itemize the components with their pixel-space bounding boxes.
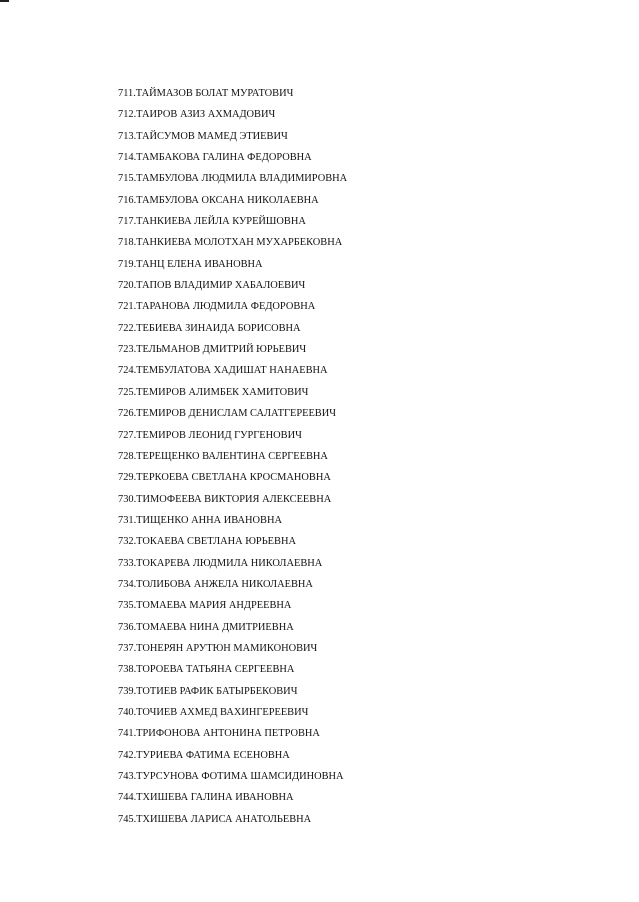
- list-item: 725.ТЕМИРОВ АЛИМБЕК ХАМИТОВИЧ: [118, 386, 309, 398]
- list-item: 714.ТАМБАКОВА ГАЛИНА ФЕДОРОВНА: [118, 152, 312, 164]
- list-item: 735.ТОМАЕВА МАРИЯ АНДРЕЕВНА: [118, 600, 292, 612]
- list-item: 737.ТОНЕРЯН АРУТЮН МАМИКОНОВИЧ: [118, 642, 318, 654]
- list-item: 742.ТУРИЕВА ФАТИМА ЕСЕНОВНА: [118, 749, 290, 761]
- list-item: 726.ТЕМИРОВ ДЕНИСЛАМ САЛАТГЕРЕЕВИЧ: [118, 408, 336, 420]
- list-item: 728.ТЕРЕЩЕНКО ВАЛЕНТИНА СЕРГЕЕВНА: [118, 450, 328, 462]
- list-item: 727.ТЕМИРОВ ЛЕОНИД ГУРГЕНОВИЧ: [118, 429, 302, 441]
- list-item: 733.ТОКАРЕВА ЛЮДМИЛА НИКОЛАЕВНА: [118, 557, 323, 569]
- list-item: 724.ТЕМБУЛАТОВА ХАДИШАТ НАНАЕВНА: [118, 365, 328, 377]
- list-item: 736.ТОМАЕВА НИНА ДМИТРИЕВНА: [118, 621, 294, 633]
- list-item: 741.ТРИФОНОВА АНТОНИНА ПЕТРОВНА: [118, 728, 320, 740]
- list-item: 712.ТАИРОВ АЗИЗ АХМАДОВИЧ: [118, 109, 276, 121]
- list-item: 729.ТЕРКОЕВА СВЕТЛАНА КРОСМАНОВНА: [118, 472, 331, 484]
- scan-corner-mark: [0, 0, 9, 2]
- list-item: 723.ТЕЛЬМАНОВ ДМИТРИЙ ЮРЬЕВИЧ: [118, 344, 307, 356]
- list-item: 743.ТУРСУНОВА ФОТИМА ШАМСИДИНОВНА: [118, 771, 344, 782]
- list-item: 745.ТХИШЕВА ЛАРИСА АНАТОЛЬЕВНА: [118, 813, 312, 825]
- list-item: 718.ТАНКИЕВА МОЛОТХАН МУХАРБЕКОВНА: [118, 237, 343, 249]
- list-item: 715.ТАМБУЛОВА ЛЮДМИЛА ВЛАДИМИРОВНА: [118, 173, 348, 185]
- list-item: 734.ТОЛИБОВА АНЖЕЛА НИКОЛАЕВНА: [118, 578, 313, 590]
- list-item: 720.ТАПОВ ВЛАДИМИР ХАБАЛОЕВИЧ: [118, 280, 306, 292]
- list-item: 721.ТАРАНОВА ЛЮДМИЛА ФЕДОРОВНА: [118, 301, 316, 313]
- list-item: 740.ТОЧИЕВ АХМЕД ВАХИНГЕРЕЕВИЧ: [118, 706, 309, 718]
- name-list: [118, 86, 347, 833]
- list-item: 732.ТОКАЕВА СВЕТЛАНА ЮРЬЕВНА: [118, 536, 296, 548]
- list-item: 722.ТЕБИЕВА ЗИНАИДА БОРИСОВНА: [118, 322, 301, 334]
- list-item: 738.ТОРОЕВА ТАТЬЯНА СЕРГЕЕВНА: [118, 664, 295, 676]
- list-item: 739.ТОТИЕВ РАФИК БАТЫРБЕКОВИЧ: [118, 685, 298, 697]
- list-item: 713.ТАЙСУМОВ МАМЕД ЭТИЕВИЧ: [118, 130, 288, 142]
- list-item: 744.ТХИШЕВА ГАЛИНА ИВАНОВНА: [118, 792, 294, 804]
- list-item: 731.ТИЩЕНКО АННА ИВАНОВНА: [118, 514, 282, 526]
- list-item: 717.ТАНКИЕВА ЛЕЙЛА КУРЕЙШОВНА: [118, 216, 306, 228]
- list-item: 719.ТАНЦ ЕЛЕНА ИВАНОВНА: [118, 258, 263, 270]
- list-item: 711.ТАЙМАЗОВ БОЛАТ МУРАТОВИЧ: [118, 88, 294, 99]
- list-item: 716.ТАМБУЛОВА ОКСАНА НИКОЛАЕВНА: [118, 194, 319, 206]
- list-item: 730.ТИМОФЕЕВА ВИКТОРИЯ АЛЕКСЕЕВНА: [118, 493, 332, 505]
